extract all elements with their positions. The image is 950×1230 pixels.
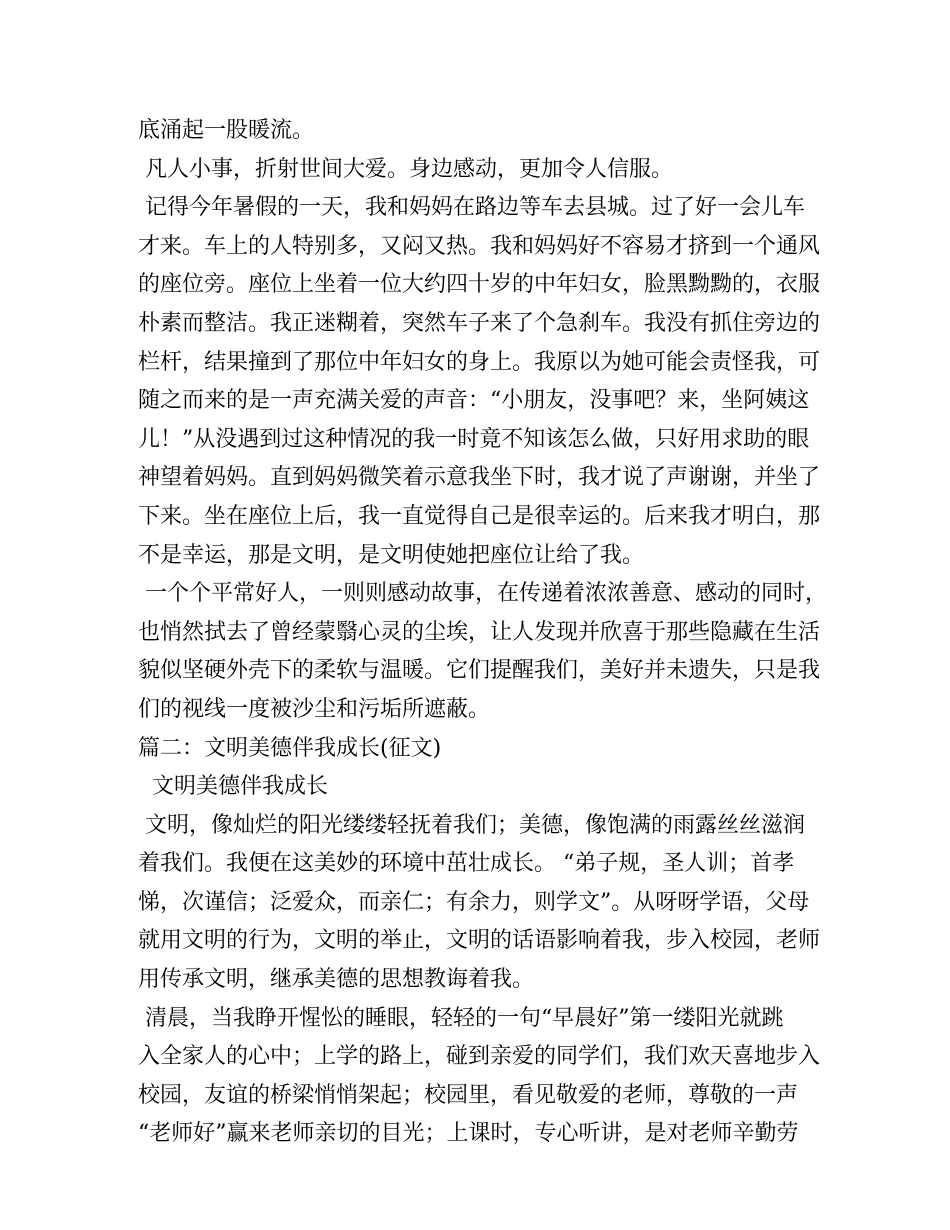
text-line: 清晨，当我睁开惺忪的睡眼，轻轻的一句“早晨好”第一缕阳光就跳 [138, 1005, 784, 1031]
text-line: 栏杆，结果撞到了那位中年妇女的身上。我原以为她可能会责怪我，可 [138, 349, 821, 375]
text-line: 文明，像灿烂的阳光缕缕轻抚着我们；美德，像饱满的雨露丝丝滋润 [138, 812, 805, 838]
text-line: 儿！”从没遇到过这种情况的我一时竟不知该怎么做，只好用求助的眼 [138, 426, 810, 452]
text-line: 凡人小事，折射世间大爱。身边感动，更加令人信服。 [138, 156, 673, 182]
text-line: 神望着妈妈。直到妈妈微笑着示意我坐下时，我才说了声谢谢，并坐了 [138, 465, 821, 491]
text-line: 的座位旁。座位上坐着一位大约四十岁的中年妇女，脸黑黝黝的，衣服 [138, 272, 821, 298]
text-line: 下来。坐在座位上后，我一直觉得自己是很幸运的。后来我才明白，那 [138, 503, 821, 529]
essay-title: 文明美德伴我成长 [138, 774, 328, 800]
text-line: 着我们。我便在这美妙的环境中茁壮成长。 “弟子规，圣人训；首孝 [138, 851, 795, 877]
text-line: 也悄然拭去了曾经蒙翳心灵的尘埃，让人发现并欣喜于那些隐藏在生活 [138, 619, 821, 645]
text-line: 才来。车上的人特别多，又闷又热。我和妈妈好不容易才挤到一个通风 [138, 233, 821, 259]
text-line: “老师好”赢来老师亲切的目光；上课时，专心听讲，是对老师辛勤劳 [138, 1121, 799, 1147]
document-body [138, 112, 828, 1154]
text-line: 悌，次谨信；泛爱众，而亲仁；有余力，则学文”。从呀呀学语，父母 [138, 889, 810, 915]
text-line: 入全家人的心中；上学的路上，碰到亲爱的同学们，我们欢天喜地步入 [138, 1044, 821, 1070]
text-line: 们的视线一度被沙尘和污垢所遮蔽。 [138, 696, 491, 722]
text-line: 不是幸运，那是文明，是文明使她把座位让给了我。 [138, 542, 645, 568]
section-heading: 篇二：文明美德伴我成长(征文) [138, 735, 442, 761]
text-line: 一个个平常好人，一则则感动故事，在传递着浓浓善意、感动的同时， [138, 581, 827, 607]
text-line: 就用文明的行为，文明的举止，文明的话语影响着我，步入校园，老师 [138, 928, 821, 954]
text-line: 底涌起一股暖流。 [138, 118, 315, 143]
text-line: 朴素而整洁。我正迷糊着，突然车子来了个急刹车。我没有抓住旁边的 [138, 310, 821, 336]
text-line: 用传承文明，继承美德的思想教诲着我。 [138, 967, 535, 993]
text-line: 随之而来的是一声充满关爱的声音：“小朋友，没事吧？来，坐阿姨这 [138, 388, 810, 414]
text-line: 记得今年暑假的一天，我和妈妈在路边等车去县城。过了好一会儿车 [138, 195, 805, 221]
text-line: 校园，友谊的桥梁悄悄架起；校园里，看见敬爱的老师，尊敬的一声 [138, 1082, 799, 1108]
text-line: 貌似坚硬外壳下的柔软与温暖。它们提醒我们，美好并未遗失，只是我 [138, 658, 821, 684]
